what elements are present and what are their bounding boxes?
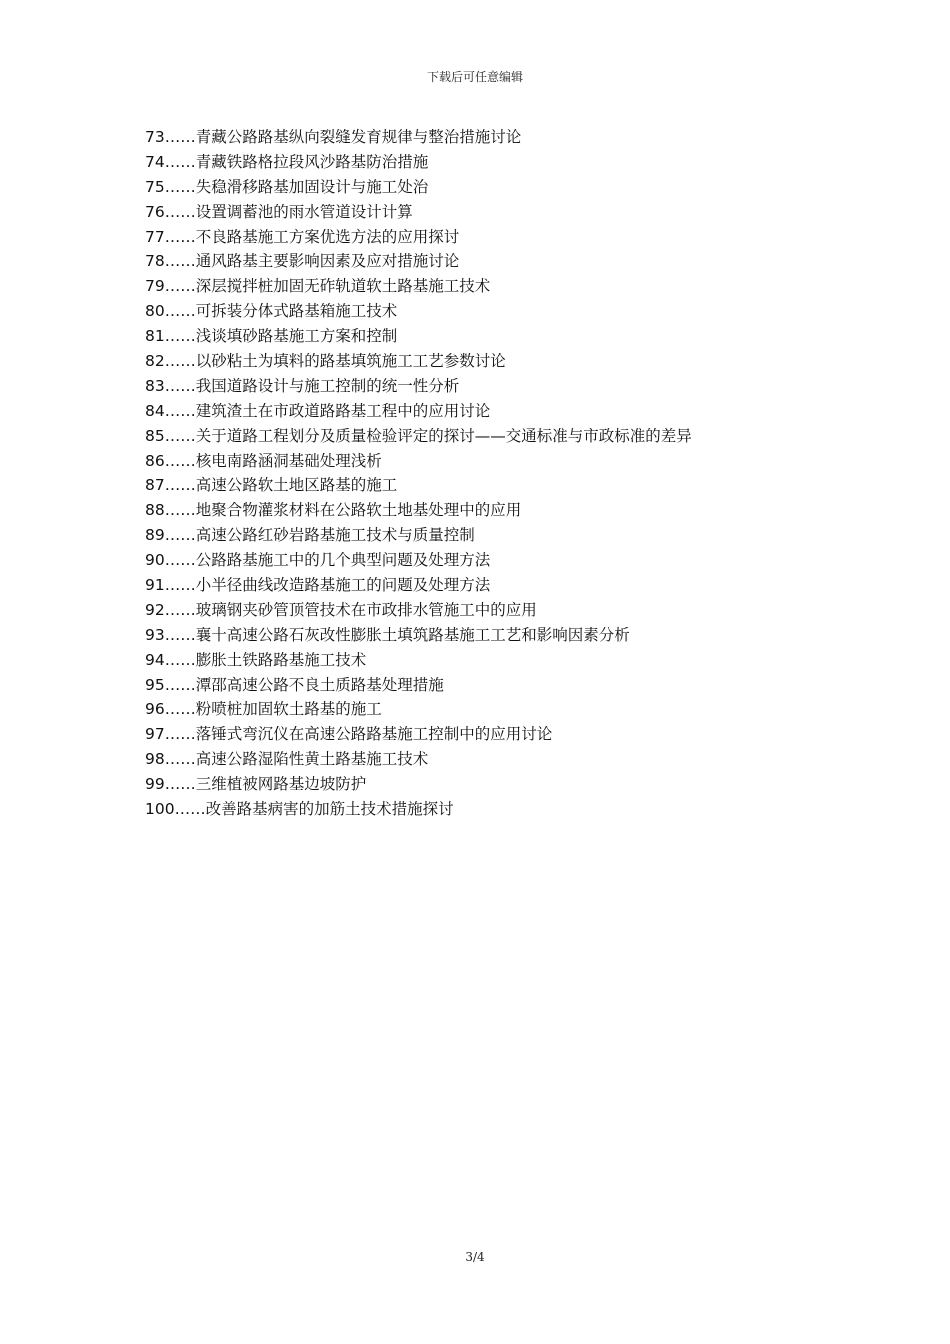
table-of-contents [145,125,905,822]
page-number: 3/4 [465,1250,485,1264]
list-item: 89……高速公路红砂岩路基施工技术与质量控制 [145,526,475,545]
list-item: 83……我国道路设计与施工控制的统一性分析 [145,376,460,395]
list-item: 82……以砂粘土为填料的路基填筑施工工艺参数讨论 [145,352,506,371]
list-item: 90……公路路基施工中的几个典型问题及处理方法 [145,551,491,570]
list-item: 80……可拆装分体式路基箱施工技术 [145,302,398,321]
list-item: 96……粉喷桩加固软土路基的施工 [145,700,382,719]
list-item: 76……设置调蓄池的雨水管道设计计算 [145,202,413,221]
list-item: 95……潭邵高速公路不良土质路基处理措施 [145,675,444,694]
list-item: 74……青藏铁路格拉段风沙路基防治措施 [145,152,429,171]
list-item: 84……建筑渣土在市政道路路基工程中的应用讨论 [145,401,491,420]
list-item: 77……不良路基施工方案优选方法的应用探讨 [145,227,460,246]
list-item: 75……失稳滑移路基加固设计与施工处治 [145,177,429,196]
list-item: 86……核电南路涵洞基础处理浅析 [145,451,382,470]
list-item: 78……通风路基主要影响因素及应对措施讨论 [145,252,460,271]
list-item: 99……三维植被网路基边坡防护 [145,775,367,794]
list-item: 100……改善路基病害的加筋土技术措施探讨 [145,800,454,819]
list-item: 73……青藏公路路基纵向裂缝发育规律与整治措施讨论 [145,128,522,146]
list-item: 91……小半径曲线改造路基施工的问题及处理方法 [145,576,491,595]
page-header: 下载后可任意编辑 [426,70,523,84]
list-item: 85……关于道路工程划分及质量检验评定的探讨——交通标准与市政标准的差异 [145,426,692,445]
list-item: 79……深层搅拌桩加固无砟轨道软土路基施工技术 [145,277,491,296]
list-item: 81……浅谈填砂路基施工方案和控制 [145,327,398,346]
list-item: 88……地聚合物灌浆材料在公路软土地基处理中的应用 [145,501,522,520]
list-item: 87……高速公路软土地区路基的施工 [145,476,398,495]
list-item: 98……高速公路湿陷性黄土路基施工技术 [145,750,429,769]
list-item: 92……玻璃钢夹砂管顶管技术在市政排水管施工中的应用 [145,600,537,619]
list-item: 93……襄十高速公路石灰改性膨胀土填筑路基施工工艺和影响因素分析 [145,625,630,644]
list-item: 94……膨胀土铁路路基施工技术 [145,650,367,669]
list-item: 97……落锤式弯沉仪在高速公路路基施工控制中的应用讨论 [145,725,553,744]
